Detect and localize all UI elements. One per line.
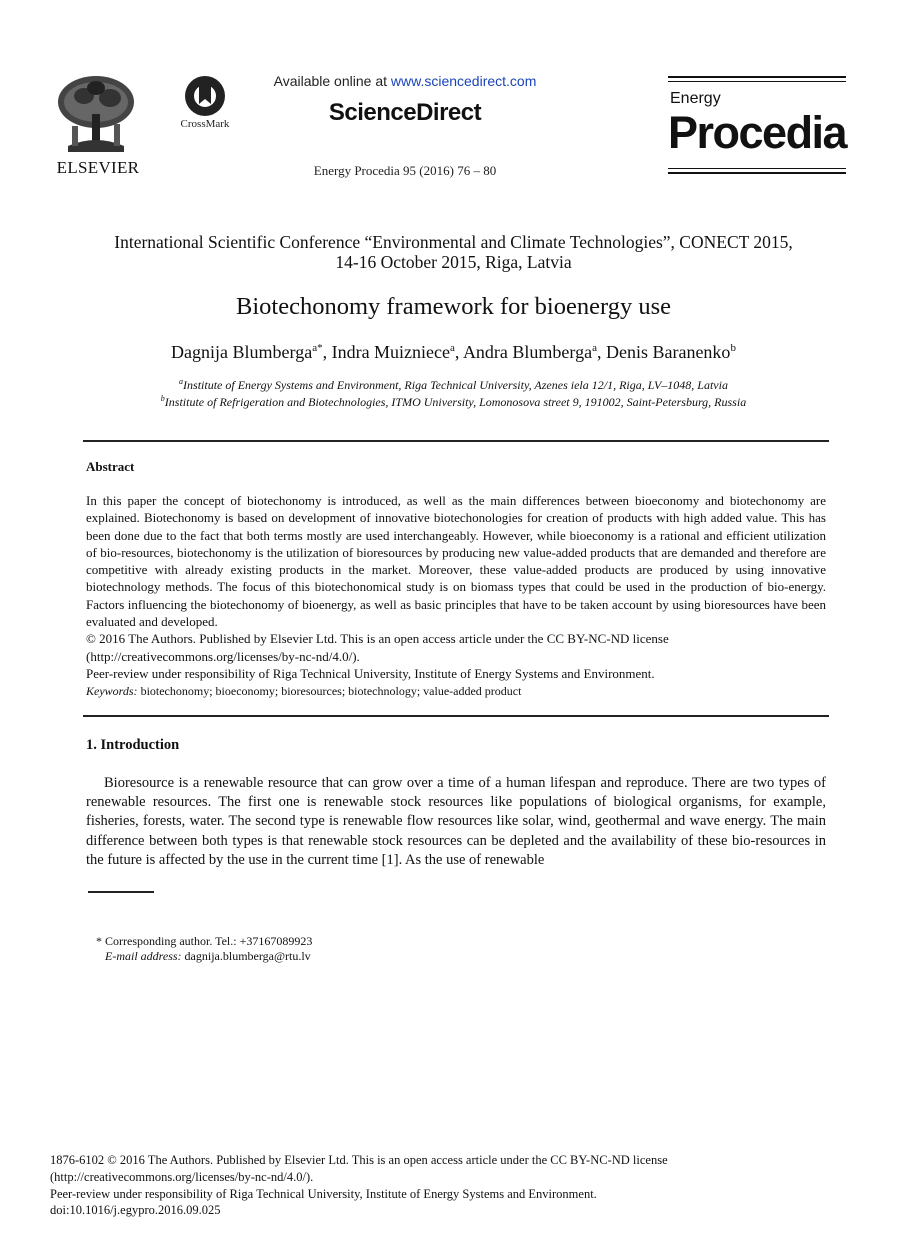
elsevier-tree-icon — [54, 74, 138, 154]
affiliation-a — [60, 377, 847, 393]
abstract-text: In this paper the concept of biotechonomy is introduced, as well as the main differences between bioeconomy and biotechonomy are explained. Biotechonomy is based on development of innovative biotechonologies for creation of products with high added value. This has been done due to the fact that both terms mostly are used interchangeably. However, while bioeconomy is a rational and efficient utilization of bio-resources, biotechonomy is the utilization of bioresources by producing new value-added products that are demanded and therefore are competitive with already existing products in the market. Moreover, these value-added products are produced by using innovative biotechnology methods. The focus of this biotechonomical study is on biomass types that could be used in the production of bio-energy. Factors influencing the biotechonomy of bioenergy, as well as basic principles that have to be taken account by using bioresources have been evaluated and developed. — [86, 493, 826, 630]
publisher-logo-text: ELSEVIER — [56, 158, 140, 177]
author-name: Indra Muizniece — [331, 342, 451, 362]
author-name: Denis Baranenko — [605, 342, 731, 362]
affiliation-text: Institute of Refrigeration and Biotechnologies, ITMO University, Lomonosova street 9, 191002, Saint-Petersburg, Russia — [164, 395, 747, 409]
keywords — [86, 684, 826, 699]
journal-logo — [668, 76, 846, 174]
crossmark-label: CrossMark — [180, 118, 230, 130]
author-list: Dagnija Blumberga$^{a*}$, Indra Muizniece$^a$, Andra Blumberga$^a$, Denis Baranenko$^b$ — [171, 342, 736, 362]
divider-top — [83, 440, 829, 442]
keywords-list: biotechonomy; bioeconomy; bioresources; biotechnology; value-added product — [140, 684, 522, 698]
available-online — [230, 73, 580, 89]
sciencedirect-link[interactable]: www.sciencedirect.com — [390, 73, 537, 89]
journal-logo-rule-bottom — [668, 172, 846, 174]
journal-logo-rule-top — [668, 76, 846, 78]
author-affiliation-mark: a* — [312, 342, 323, 354]
abstract-heading: Abstract — [86, 459, 135, 474]
author-affiliation-mark: a — [592, 342, 597, 354]
introduction-body: Bioresource is a renewable resource that can grow over a time of a human lifespan and reproduce. There are two types of renewable resources. The first one is renewable stock resources like populations of biological organisms, for example, fisheries, forests, water. The second type is renewable flow resources like solar, wind, geothermal and wave energy. The main difference between both types is that renewable stock resources can be depleted and the availability of these bio-resources in the future is affected by the use in the current time [1]. As the use of renewable — [86, 775, 826, 868]
platform-name: ScienceDirect — [328, 99, 482, 126]
affiliation-mark: b — [160, 394, 165, 403]
author-affiliation-mark: b — [730, 342, 736, 354]
affiliation-text: Institute of Energy Systems and Environment, Riga Technical University, Azenes iela 12/1, Riga, LV–1048, Latvia — [183, 378, 728, 392]
affiliation-mark: a — [179, 377, 184, 386]
author-name: Andra Blumberga — [462, 342, 593, 362]
paper-title: Biotechonomy framework for bioenergy use — [236, 293, 671, 320]
bottom-peer-review: Peer-review under responsibility of Riga Technical University, Institute of Energy Systems and Environment. — [50, 1187, 597, 1201]
abstract-license-line-2[interactable]: (http://creativecommons.org/licenses/by-nc-nd/4.0/). — [86, 648, 360, 664]
journal-logo-line1: Energy — [670, 90, 721, 107]
abstract-body — [86, 492, 826, 682]
abstract-peer-review: Peer-review under responsibility of Riga Technical University, Institute of Energy Systems and Environment. — [86, 665, 655, 681]
journal-logo-rule-bottom-thin — [668, 168, 846, 169]
corresponding-author-footnote: * Corresponding author. Tel.: +37167089923 — [96, 934, 313, 948]
keywords-label: Keywords: — [86, 684, 138, 698]
doi[interactable]: doi:10.1016/j.egypro.2016.09.025 — [50, 1203, 221, 1217]
footnote-rule — [88, 891, 154, 893]
author-name: Dagnija Blumberga — [171, 342, 313, 362]
license-url[interactable]: (http://creativecommons.org/licenses/by-nc-nd/4.0/). — [50, 1170, 314, 1184]
conference-info — [60, 232, 847, 272]
elsevier-logo — [50, 74, 146, 178]
journal-reference: Energy Procedia 95 (2016) 76 – 80 — [313, 163, 497, 178]
conference-line-1: International Scientific Conference “Environmental and Climate Technologies”, CONECT 2015, — [114, 232, 793, 252]
affiliation-b — [60, 394, 847, 410]
conference-line-2: 14-16 October 2015, Riga, Latvia — [335, 252, 572, 272]
divider-bottom — [83, 715, 829, 717]
email-address[interactable]: dagnija.blumberga@rtu.lv — [184, 949, 311, 963]
email-label: E-mail address: — [105, 949, 182, 963]
available-online-prefix: Available online at — [273, 73, 391, 89]
abstract-license-line-1: © 2016 The Authors. Published by Elsevier Ltd. This is an open access article under the CC BY-NC-ND license — [86, 631, 669, 647]
issn-license: 1876-6102 © 2016 The Authors. Published by Elsevier Ltd. This is an open access article under the CC BY-NC-ND license — [50, 1153, 668, 1167]
journal-logo-line2: Procedia — [668, 107, 847, 158]
author-affiliation-mark: a — [450, 342, 455, 354]
journal-logo-rule-top-thin — [668, 81, 846, 82]
email-footnote — [105, 949, 311, 964]
section-heading-introduction: 1. Introduction — [86, 737, 180, 753]
